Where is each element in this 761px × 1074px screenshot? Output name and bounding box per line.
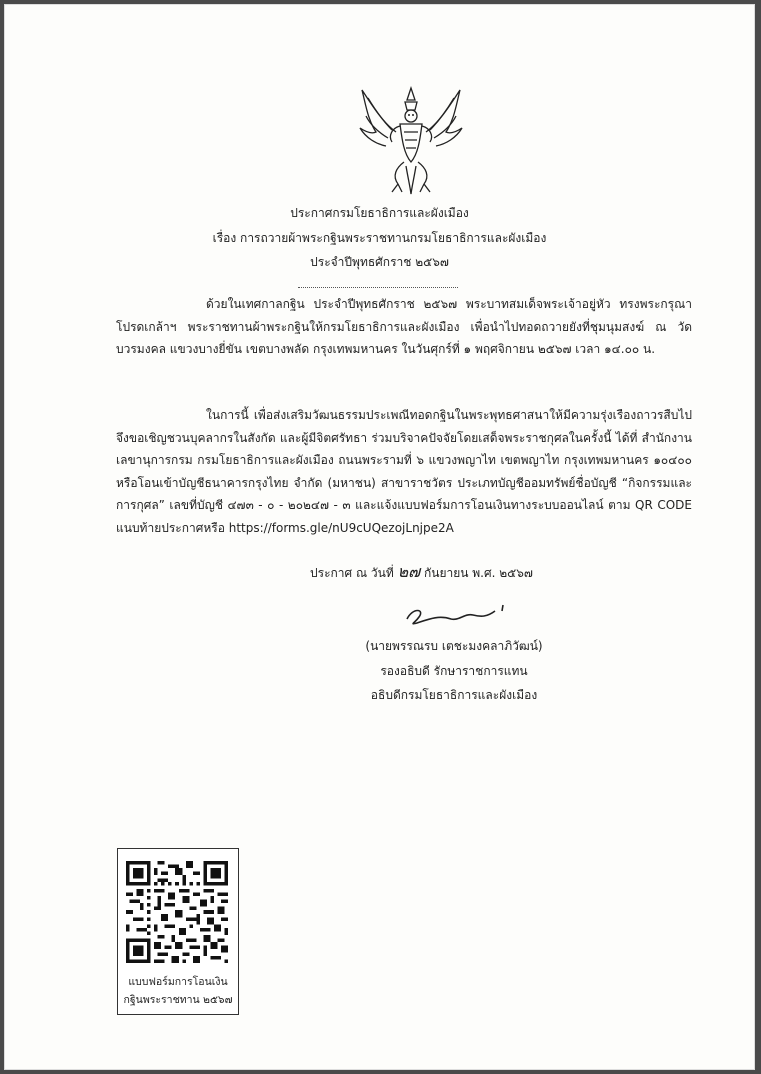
announcement-year: ประจำปีพุทธศักราช ๒๕๖๗: [310, 255, 449, 269]
date-prefix: ประกาศ ณ วันที่: [310, 566, 394, 580]
qr-caption-line1: แบบฟอร์มการโอนเงิน: [128, 976, 228, 988]
qr-caption-line2: กฐินพระราชทาน ๒๕๖๗: [123, 994, 233, 1006]
header-divider: [298, 287, 458, 288]
signer-title: รองอธิบดี รักษาราชการแทน: [380, 664, 528, 678]
qr-code-box: [117, 848, 239, 1015]
qr-code[interactable]: [126, 861, 228, 963]
garuda-emblem: [352, 82, 470, 200]
document-page: [4, 4, 755, 1070]
signer-position: อธิบดีกรมโยธาธิการและผังเมือง: [370, 688, 538, 702]
date-day: ๒๗: [397, 562, 421, 581]
paragraph-2-text: ในการนี้ เพื่อส่งเสริมวัฒนธรรมประเพณีทอดกฐินในพระพุทธศาสนาให้มีความรุ่งเรืองถาวรสืบไป จึงขอเชิญชวนบุคลากรในสังกัด และผู้มีจิตศรัทธา ร่วมบริจาคปัจจัยโดยเสด็จพระราชกุศลในครั้งนี้ ได้ที่ สำนักงานเลขานุการกรม กรมโยธาธิการและผังเมือง ถนนพระรามที่ ๖ แขวงพญาไท เขตพญาไท กรุงเทพมหานคร ๑๐๔๐๐ หรือโอนเข้าบัญชีธนาคารกรุงไทย จำกัด (มหาชน) สาขาราชวัตร ประเภทบัญชีออมทรัพย์ชื่อบัญชี “กิจกรรมและการกุศล” เลขที่บัญชี ๔๗๓ - ๐ - ๒๐๒๔๗ - ๓ และแจ้งแบบฟอร์มการโอนเงินทางระบบออนไลน์ ตาม QR CODE แนบท้ายประกาศหรือ https://forms.gle/nU9cUQezojLnjpe2A: [116, 408, 692, 535]
paragraph-2: [116, 404, 692, 539]
paragraph-1-text: ด้วยในเทศกาลกฐิน ประจำปีพุทธศักราช ๒๕๖๗ พระบาทสมเด็จพระเจ้าอยู่หัว ทรงพระกรุณาโปรดเกล้าฯ พระราชทานผ้าพระกฐินให้กรมโยธาธิการและผังเมือง เพื่อนำไปทอดถวายยังที่ชุมนุมสงฆ์ ณ วัดบวรมงคล แขวงบางยี่ขัน เขตบางพลัด กรุงเทพมหานคร ในวันศุกร์ที่ ๑ พฤศจิกายน ๒๕๖๗ เวลา ๑๔.๐๐ น.: [116, 297, 692, 356]
announcement-subject: เรื่อง การถวายผ้าพระกฐินพระราชทานกรมโยธาธิการและผังเมือง: [212, 231, 547, 245]
date-suffix: กันยายน พ.ศ. ๒๕๖๗: [423, 566, 533, 580]
signer-name: (นายพรรณรบ เตชะมงคลาภิวัฒน์): [365, 639, 543, 653]
announcement-issuer: ประกาศกรมโยธาธิการและผังเมือง: [290, 206, 469, 220]
announcement-date: [310, 560, 533, 585]
signature: [399, 599, 509, 629]
paragraph-1: [116, 293, 692, 361]
